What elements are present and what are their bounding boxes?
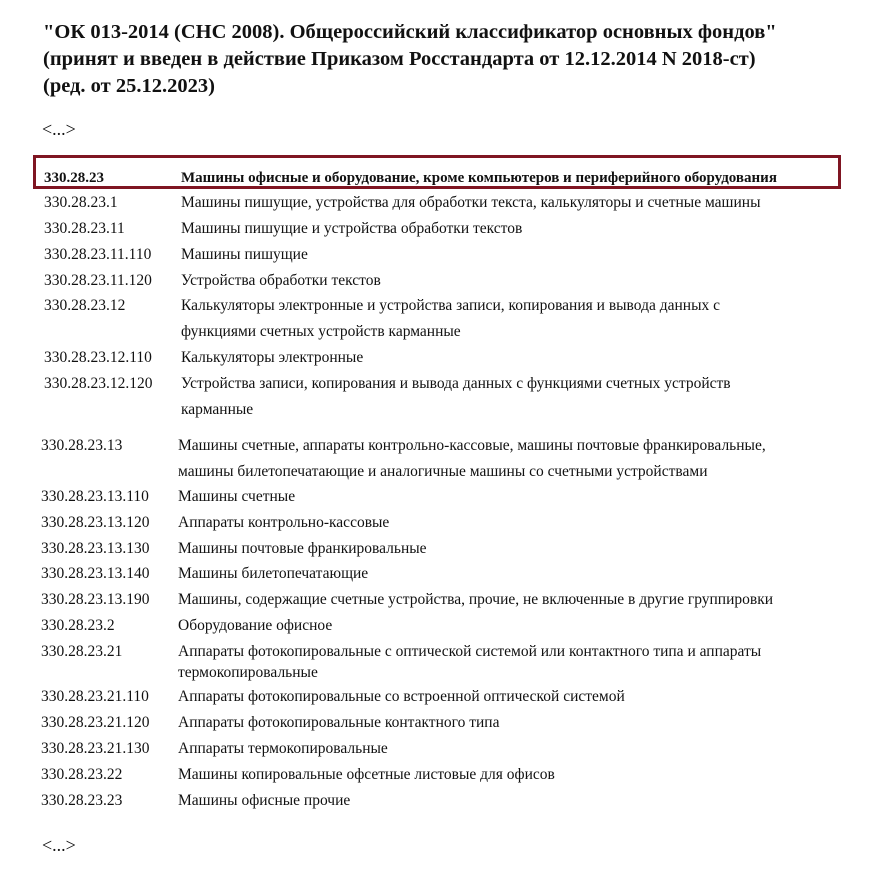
row-text: Машины почтовые франкировальные: [178, 540, 427, 557]
row-code: 330.28.23.21: [41, 643, 123, 660]
row-text: Аппараты термокопировальные: [178, 740, 388, 757]
row-text: [178, 433, 766, 485]
row-text: Аппараты фотокопировальные со встроенной оптической системой: [178, 688, 625, 705]
title-line-3: (ред. от 25.12.2023): [43, 75, 215, 97]
row-text-line: термокопировальные: [178, 664, 318, 681]
row-text: [181, 293, 720, 345]
row-code: 330.28.23.21.110: [41, 688, 149, 705]
row-code: 330.28.23.22: [41, 766, 123, 783]
row-code: 330.28.23.13.120: [41, 514, 150, 531]
row-code: 330.28.23.13.190: [41, 591, 150, 608]
row-code: 330.28.23.11.110: [44, 246, 152, 263]
row-code: 330.28.23.13.110: [41, 488, 149, 505]
row-text: Оборудование офисное: [178, 617, 333, 634]
row-code: 330.28.23: [44, 170, 104, 186]
row-text-line: Устройства записи, копирования и вывода данных с функциями счетных устройств: [181, 375, 731, 392]
row-code: 330.28.23.2: [41, 617, 115, 634]
omission-marker-bottom: <...>: [42, 835, 76, 855]
row-text: Аппараты контрольно-кассовые: [178, 514, 390, 531]
title-line-1: "ОК 013-2014 (СНС 2008). Общероссийский классификатор основных фондов": [43, 21, 777, 43]
row-code: 330.28.23.13.130: [41, 540, 150, 557]
row-text: Калькуляторы электронные: [181, 349, 364, 366]
row-text-line: Калькуляторы электронные и устройства записи, копирования и вывода данных с: [181, 297, 720, 314]
row-text-line: машины билетопечатающие и аналогичные машины со счетными устройствами: [178, 463, 708, 480]
title-line-2: (принят и введен в действие Приказом Росстандарта от 12.12.2014 N 2018-ст): [43, 48, 756, 70]
row-text: Машины офисные прочие: [178, 792, 351, 809]
row-text: Машины, содержащие счетные устройства, прочие, не включенные в другие группировки: [178, 591, 774, 608]
row-code: 330.28.23.12.120: [44, 375, 153, 392]
row-code: 330.28.23.11.120: [44, 272, 152, 289]
row-text: Машины билетопечатающие: [178, 565, 369, 582]
row-code: 330.28.23.1: [44, 194, 118, 211]
omission-marker-top: <...>: [42, 119, 76, 139]
row-code: 330.28.23.23: [41, 792, 123, 809]
row-text: Машины пишущие и устройства обработки текстов: [181, 220, 523, 237]
row-code: 330.28.23.13: [41, 437, 123, 454]
row-text: Аппараты фотокопировальные контактного типа: [178, 714, 500, 731]
row-text: Машины пишущие, устройства для обработки текста, калькуляторы и счетные машины: [181, 194, 761, 211]
row-code: 330.28.23.12: [44, 297, 126, 314]
row-text-line: функциями счетных устройств карманные: [181, 323, 461, 340]
row-text: Машины пишущие: [181, 246, 308, 263]
row-code: 330.28.23.21.120: [41, 714, 150, 731]
row-code: 330.28.23.11: [44, 220, 125, 237]
row-code: 330.28.23.21.130: [41, 740, 150, 757]
row-text-line: Аппараты фотокопировальные с оптической системой или контактного типа и аппараты: [178, 643, 762, 660]
row-text: Машины копировальные офсетные листовые для офисов: [178, 766, 555, 783]
row-text: Устройства обработки текстов: [181, 272, 381, 289]
document-title: [43, 19, 863, 100]
row-text-line: Машины счетные, аппараты контрольно-кассовые, машины почтовые франкировальные,: [178, 437, 766, 454]
row-text-line: карманные: [181, 401, 254, 418]
row-text: [178, 641, 761, 683]
row-text: Машины счетные: [178, 488, 296, 505]
row-text: Машины офисные и оборудование, кроме компьютеров и периферийного оборудования: [181, 170, 777, 186]
row-text: [181, 371, 731, 423]
row-code: 330.28.23.13.140: [41, 565, 150, 582]
row-code: 330.28.23.12.110: [44, 349, 152, 366]
